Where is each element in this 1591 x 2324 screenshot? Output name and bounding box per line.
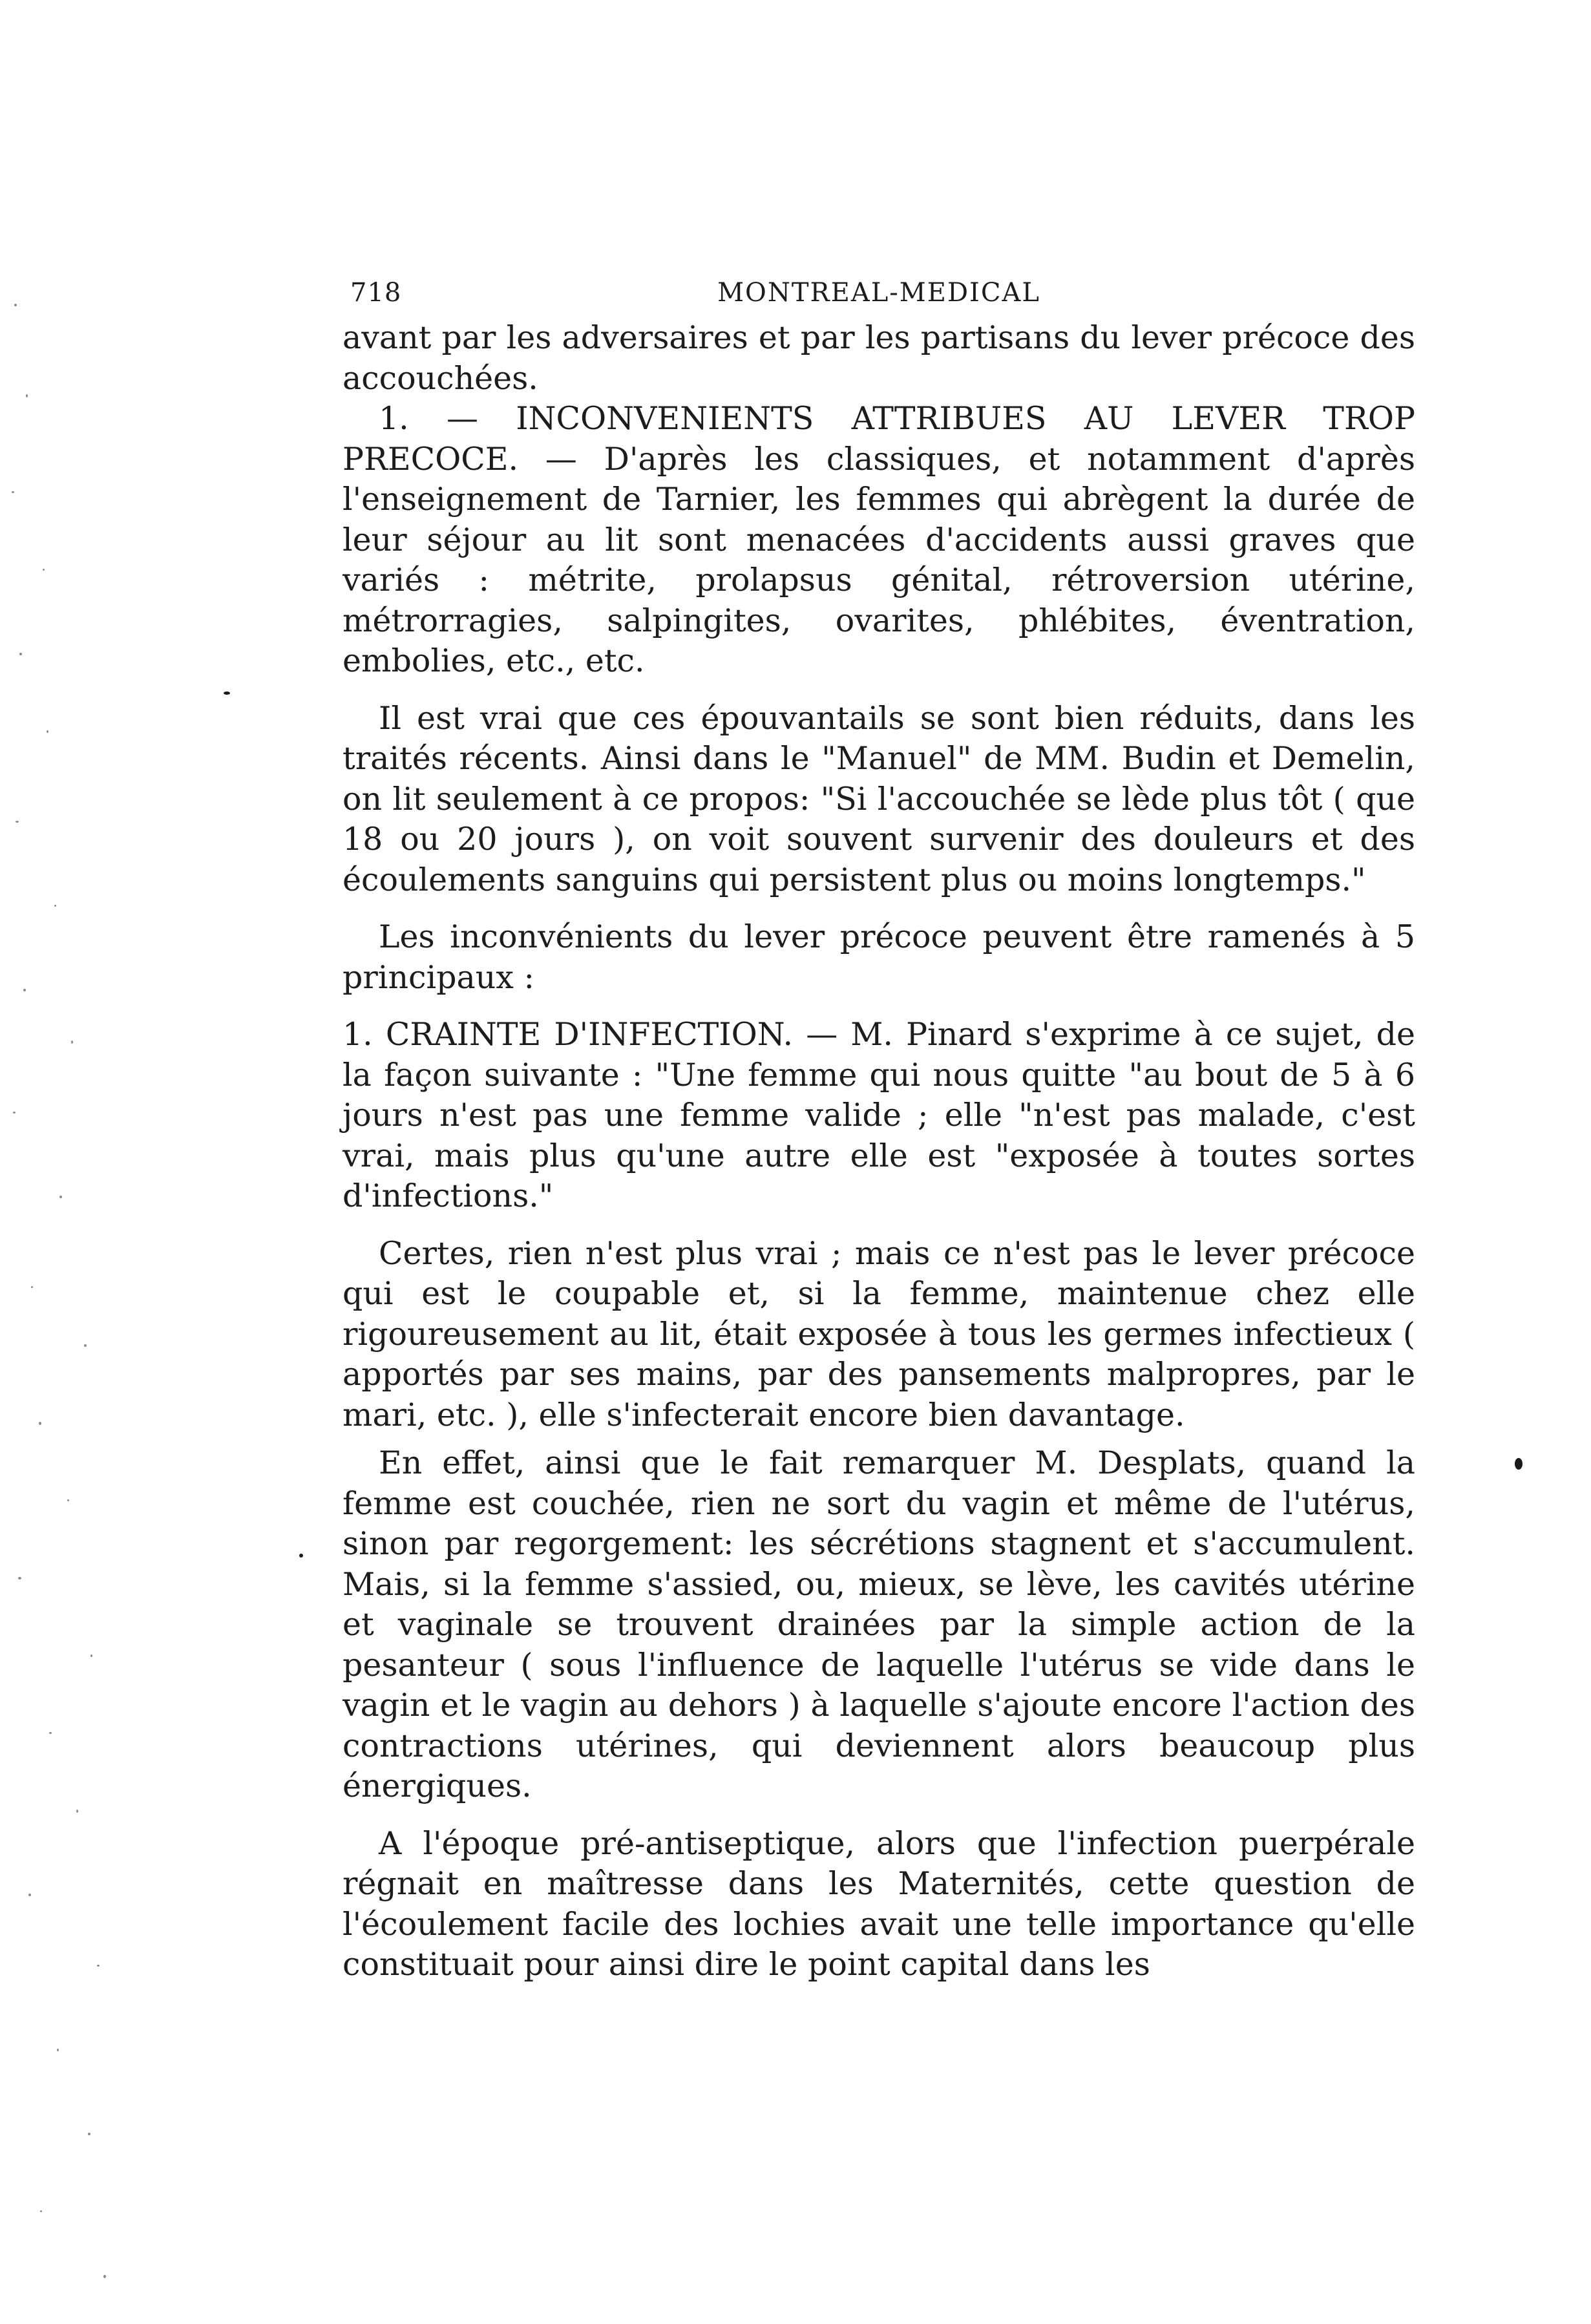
page-number: 718 xyxy=(350,278,402,308)
paragraph-epoque-pre-antiseptique: A l'époque pré-antiseptique, alors que l'infection puerpérale régnait en maîtresse dans les Maternités, cette question de l'écoulement facile des lochies avait une telle importance qu'elle constituait pour ainsi dire le point capital dans les xyxy=(342,1824,1415,1983)
ink-speck-left xyxy=(224,692,230,695)
paragraph-en-effet: En effet, ainsi que le fait remarquer M. Desplats, quand la femme est couchée, rien ne sort du vagin et même de l'utérus, sinon par regorgement: les sécrétions stagnent et s'accumulent. Mais, si la femme s'assied, ou, mieux, se lève, les cavités utérine et vaginale se trouvent drainées par la simple action de la pesanteur ( sous l'influence de laquelle l'utérus se vide dans le vagin et le vagin au dehors ) à laquelle s'ajoute encore l'action des contractions utérines, qui deviennent alors beaucoup plus énergiques. xyxy=(342,1444,1415,1804)
page-header xyxy=(342,278,1415,318)
body-text xyxy=(342,318,1415,1985)
paragraph-certes: Certes, rien n'est plus vrai ; mais ce n'est pas le lever précoce qui est le coupable et, si la femme, maintenue chez elle rigoureusement au lit, était exposée à tous les germes infectieux ( apportés par ses mains, par des pansements malpropres, par le mari, etc. ), elle s'infecterait encore bien davantage. xyxy=(342,1234,1415,1433)
paragraph-inconvenients: 1. — INCONVENIENTS ATTRIBUES AU LEVER TROP PRECOCE. — D'après les classiques, et notamment d'après l'enseignement de Tarnier, les femmes qui abrègent la durée de leur séjour au lit sont menacées d'accidents aussi graves que variés : métrite, prolapsus génital, rétroversion utérine, métrorragies, salpingites, ovarites, phlébites, éventration, embolies, etc., etc. xyxy=(342,400,1415,679)
scan-edge-noise xyxy=(0,0,129,2324)
paragraph-epouvantails: Il est vrai que ces épouvantails se sont bien réduits, dans les traités récents. Ainsi dans le "Manuel" de MM. Budin et Demelin, on lit seulement à ce propos: "Si l'accouchée se lède plus tôt ( que 18 ou 20 jours ), on voit souvent survenir des douleurs et des écoulements sanguins qui persistent plus ou moins longtemps." xyxy=(342,699,1415,898)
page xyxy=(342,278,1415,1985)
running-title: MONTREAL-MEDICAL xyxy=(717,278,1040,308)
ink-speck-right xyxy=(1515,1458,1523,1470)
paragraph-crainte-infection: 1. CRAINTE D'INFECTION. — M. Pinard s'exprime à ce sujet, de la façon suivante : "Une femme qui nous quitte "au bout de 5 à 6 jours n'est pas une femme valide ; elle "n'est pas malade, c'est vrai, mais plus qu'une autre elle est "exposée à toutes sortes d'infections." xyxy=(342,1016,1415,1214)
paragraph-continuation: avant par les adversaires et par les partisans du lever précoce des accouchées. xyxy=(342,319,1415,397)
paragraph-principaux: Les inconvénients du lever précoce peuvent être ramenés à 5 principaux : xyxy=(342,918,1415,996)
ink-speck-margin xyxy=(299,1554,303,1558)
